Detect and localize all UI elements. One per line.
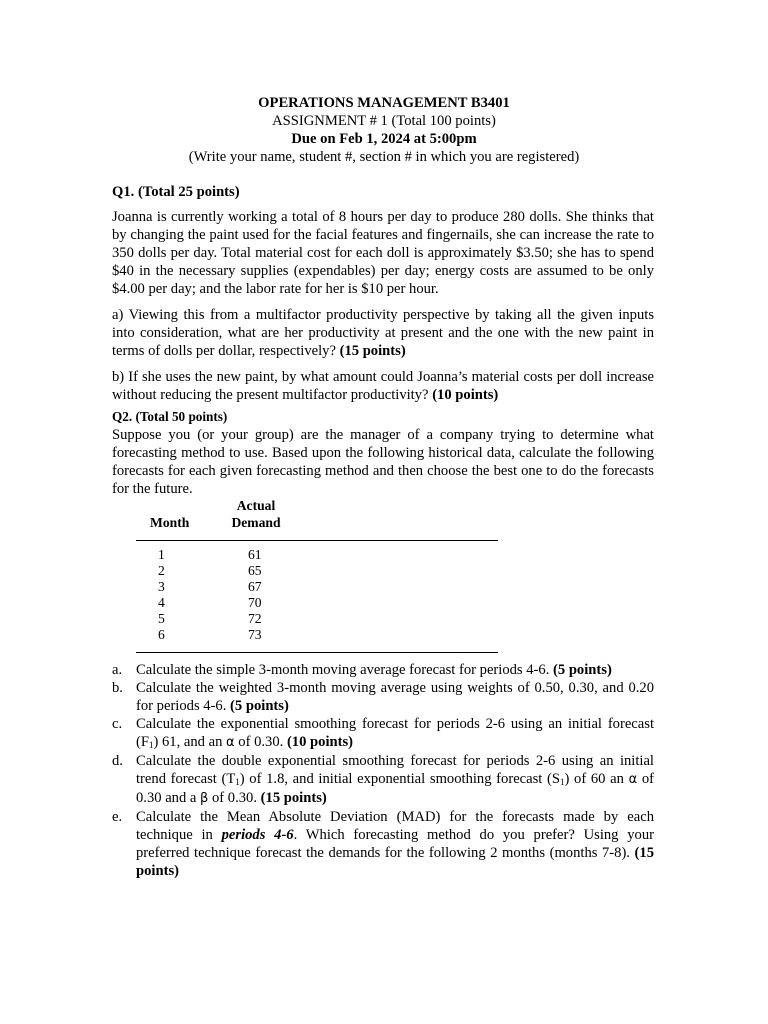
item-e-text-1: Calculate the Mean Absolute Deviation (MAD) for the forecasts made by each technique in — [136, 809, 654, 843]
table-cell-month: 4 — [158, 595, 165, 610]
item-d-text-5: of 0.30. — [212, 790, 257, 806]
item-a-text: Calculate the simple 3-month moving average forecast for periods 4-6. — [136, 662, 550, 678]
item-c-text-3: of 0.30. — [238, 734, 284, 750]
item-e-text-2: . Which forecasting method do you prefer? Using your preferred technique forecast the demands for the following 2 months (months 7-8). — [136, 827, 654, 861]
q1-part-a — [112, 306, 654, 360]
table-row — [136, 579, 498, 595]
list-label: a. — [112, 662, 123, 678]
table-cell-demand: 72 — [248, 611, 262, 626]
item-a-points: (5 points) — [553, 662, 612, 678]
list-item-e — [112, 808, 654, 880]
q1-part-a-text: a) Viewing this from a multifactor productivity perspective by taking all the given inputs into consideration, what are her productivity at present and the one with the new paint in terms of dolls per dollar, respectively? — [112, 307, 654, 359]
item-e-points: (15 points) — [136, 845, 654, 879]
item-c-points: (10 points) — [286, 734, 354, 750]
item-c-text-1: Calculate the exponential smoothing forecast for periods 2-6 using an initial forecast (F — [136, 716, 654, 750]
table-header-demand — [230, 497, 282, 531]
beta-symbol: β — [200, 791, 209, 806]
table-bottom-rule — [136, 652, 498, 653]
table-cell-demand: 73 — [248, 627, 262, 642]
q1-part-b-points: (10 points) — [432, 387, 499, 403]
alpha-symbol: α — [628, 772, 638, 787]
item-d-text-4: of 0.30 and a — [136, 771, 654, 806]
item-d-text-1: Calculate the double exponential smoothing forecast for periods 2-6 using an initial trend forecast (T — [136, 753, 654, 787]
list-item-b — [112, 679, 654, 715]
q2-title: Q2. (Total 50 points) — [112, 409, 228, 424]
table-cell-month: 2 — [158, 563, 165, 578]
table-body — [136, 547, 498, 643]
q1-part-a-points: (15 points) — [339, 343, 406, 359]
item-b-text: Calculate the weighted 3-month moving average using weights of 0.50, 0.30, and 0.20 for periods 4-6. — [136, 680, 654, 714]
q1-intro: Joanna is currently working a total of 8 hours per day to produce 280 dolls. She thinks that by changing the paint used for the facial features and fingernails, she can increase the rate to 350 dolls per day. Total material cost for each doll is approximately $3.50; she has to spend $40 in the necessary supplies (expendables) per day; energy costs are assumed to be only $4.00 per day; and the labor rate for her is $10 per hour. — [112, 209, 654, 297]
list-label: b. — [112, 680, 123, 696]
list-label: e. — [112, 809, 123, 825]
q1-title: Q1. (Total 25 points) — [112, 184, 240, 200]
subscript: 1 — [560, 777, 565, 787]
subscript: 1 — [235, 777, 240, 787]
list-label: c. — [112, 716, 123, 732]
table-row — [136, 611, 498, 627]
document-header — [0, 94, 768, 166]
item-d-points: (15 points) — [260, 790, 327, 806]
table-header-month: Month — [150, 515, 190, 530]
assignment-title: ASSIGNMENT # 1 (Total 100 points) — [272, 113, 496, 129]
table-cell-month: 1 — [158, 547, 165, 562]
table-row — [136, 547, 498, 563]
table-cell-demand: 70 — [248, 595, 262, 610]
table-row — [136, 563, 498, 579]
q2-intro: Suppose you (or your group) are the manager of a company trying to determine what forecasting method to use. Based upon the following historical data, calculate the following forecasts for each given forecasting method and then choose the best one to do the forecasts for the future. — [112, 427, 654, 497]
item-c-text-2: ) 61, and an — [153, 734, 223, 750]
q2-task-list — [112, 661, 654, 880]
q1-part-b — [112, 368, 654, 404]
list-item-c — [112, 715, 654, 752]
item-e-emphasis: periods 4-6 — [221, 827, 294, 843]
q1-part-b-text: b) If she uses the new paint, by what amount could Joanna’s material costs per doll increase without reducing the present multifactor productivity? — [112, 369, 654, 403]
table-cell-demand: 61 — [248, 547, 262, 562]
list-item-a — [112, 661, 654, 679]
course-title: OPERATIONS MANAGEMENT B3401 — [258, 95, 510, 111]
header-instruction: (Write your name, student #, section # in which you are registered) — [188, 149, 580, 165]
list-item-d — [112, 752, 654, 808]
item-d-text-2: ) of 1.8, and initial exponential smoothing forecast (S — [239, 771, 560, 787]
table-cell-month: 3 — [158, 579, 165, 594]
table-row — [136, 627, 498, 643]
table-cell-month: 5 — [158, 611, 165, 626]
table-cell-demand: 67 — [248, 579, 262, 594]
item-b-points: (5 points) — [230, 698, 289, 714]
table-top-rule — [136, 540, 498, 541]
table-header-demand-line2: Demand — [231, 515, 281, 530]
table-cell-demand: 65 — [248, 563, 262, 578]
list-label: d. — [112, 753, 123, 769]
table-header-demand-line1: Actual — [236, 498, 276, 513]
item-d-text-3: ) of 60 an — [564, 771, 624, 787]
subscript: 1 — [148, 740, 154, 750]
table-row — [136, 595, 498, 611]
due-date: Due on Feb 1, 2024 at 5:00pm — [291, 131, 477, 147]
alpha-symbol: α — [226, 735, 235, 750]
table-cell-month: 6 — [158, 627, 165, 642]
